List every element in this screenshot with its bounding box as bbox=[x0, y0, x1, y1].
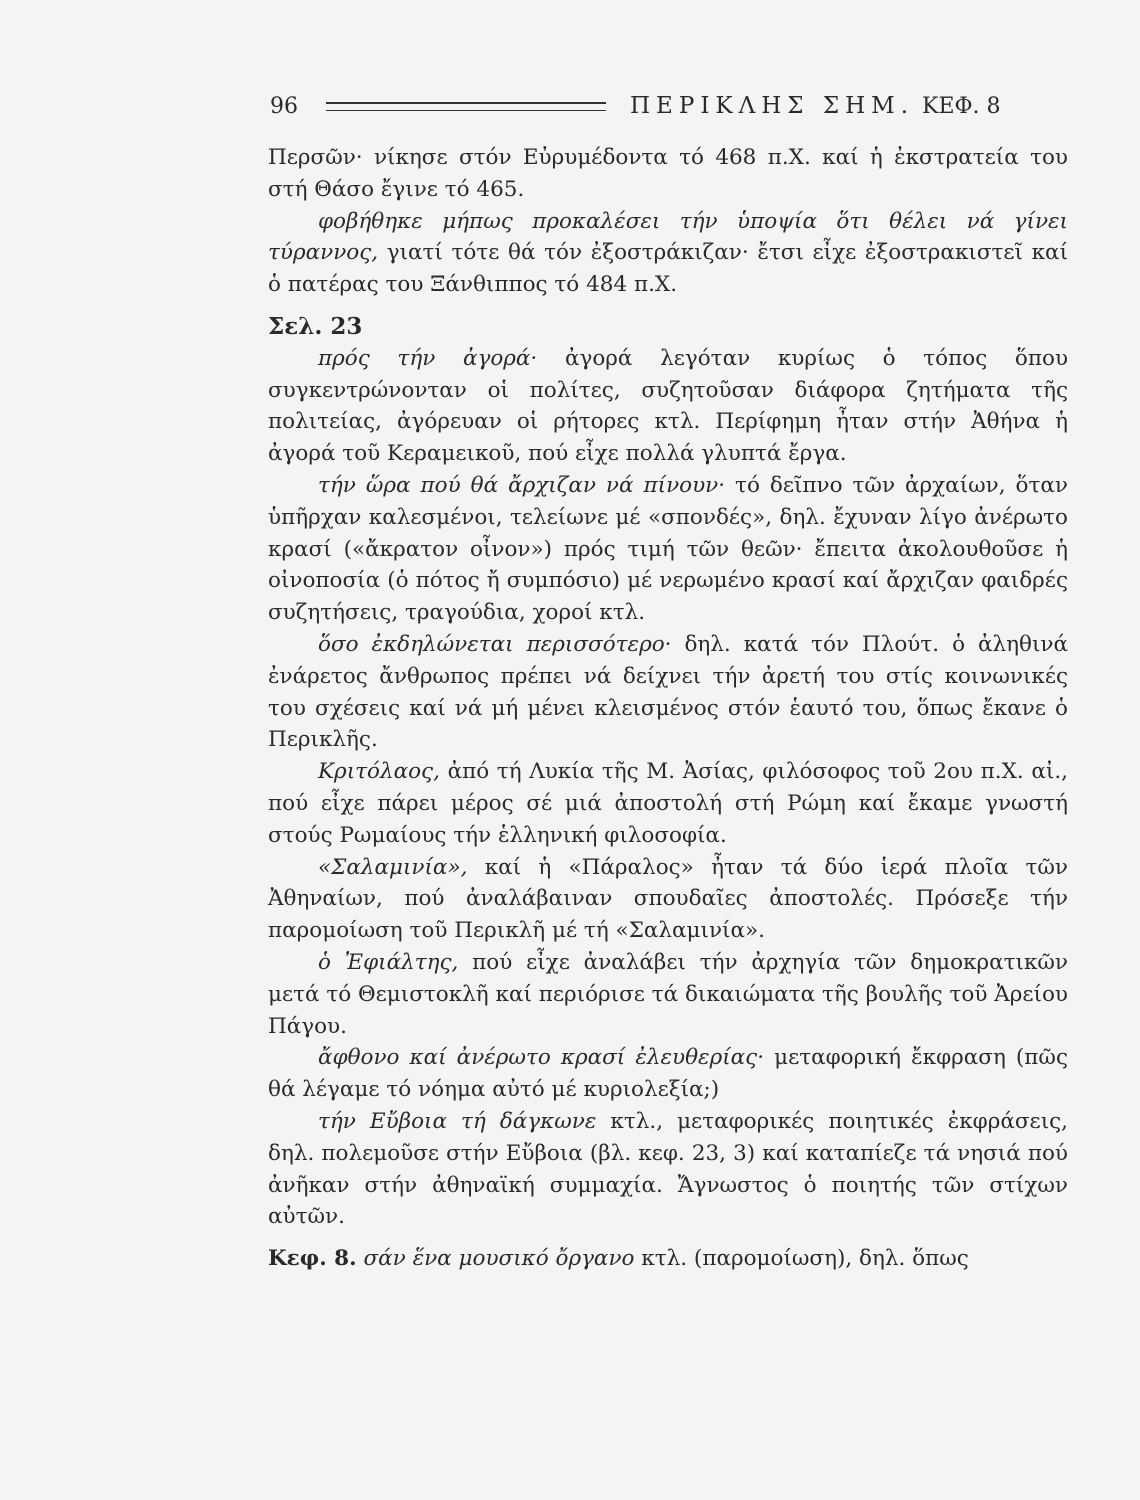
lemma: τήν Εὔβοια τή δάγκωνε bbox=[318, 1108, 597, 1134]
section-heading: Σελ. 23 bbox=[268, 312, 363, 340]
note: ἄφθονο καί ἀνέρωτο κρασί ἐλευθερίας· μεταφορική ἔκφραση (πῶς θά λέγαμε τό νόημα αὐτό μέ κυριολεξία;) bbox=[268, 1045, 1068, 1103]
chapter-label: Κεφ. 8. bbox=[268, 1246, 357, 1272]
note: Κριτόλαος, ἀπό τή Λυκία τῆς Μ. Ἀσίας, φιλόσοφος τοῦ 2ου π.Χ. αἰ., πού εἶχε πάρει μέρος σέ μιά ἀποστολή στή Ρώμη καί ἔκαμε γνωστή στούς Ρωμαίους τήν ἑλληνική φιλοσοφία. bbox=[268, 759, 1068, 848]
note: τήν Εὔβοια τή δάγκωνε κτλ., μεταφορικές ποιητικές ἐκφράσεις, δηλ. πολεμοῦσε στήν Εὔβοια (βλ. κεφ. 23, 3) καί καταπίεζε τά νησιά πού ἀνῆκαν στήν ἀθηναϊκή συμμαχία. Ἄγνωστος ὁ ποιητής τῶν στίχων αὐτῶν. bbox=[268, 1108, 1068, 1230]
lemma: πρός τήν ἀγορά· bbox=[318, 345, 538, 371]
lemma: τήν ὥρα πού θά ἄρχιζαν νά πίνουν· bbox=[318, 472, 726, 498]
header-rule bbox=[326, 102, 606, 111]
paragraph: φοβήθηκε μήπως προκαλέσει τήν ὑποψία ὅτι θέλει νά γίνει τύραννος, γιατί τότε θά τόν ἐξοστράκιζαν· ἔτσι εἶχε ἐξοστρακιστεῖ καί ὁ πατέρας του Ξάνθιππος τό 484 π.Χ. bbox=[268, 208, 1068, 298]
lemma: φοβήθηκε μήπως προκαλέσει τήν ὑποψία ὅτι θέλει νά γίνει τύραννος, bbox=[268, 208, 1068, 266]
page-number: 96 bbox=[270, 93, 298, 119]
lemma: Κριτόλαος, bbox=[318, 759, 440, 785]
note: ὅσο ἐκδηλώνεται περισσότερο· δηλ. κατά τόν Πλούτ. ὁ ἀληθινά ἐνάρετος ἄνθρωπος πρέπει νά δείχνει τήν ἀρετή του στίς κοινωνικές του σχέσεις καί νά μή μένει κλεισμένος στόν ἑαυτό του, ὅπως ἔκανε ὁ Περικλῆς. bbox=[268, 631, 1068, 753]
note: πρός τήν ἀγορά· ἀγορά λεγόταν κυρίως ὁ τόπος ὅπου συγκεντρώνονταν οἱ πολίτες, συζητοῦσαν διάφορα ζητήματα τῆς πολιτείας, ἀγόρευαν οἱ ρήτορες κτλ. Περίφημη ἦταν στήν Ἀθήνα ἡ ἀγορά τοῦ Κεραμεικοῦ, πού εἶχε πολλά γλυπτά ἔργα. bbox=[268, 345, 1069, 467]
running-header bbox=[270, 86, 1080, 126]
note: τήν ὥρα πού θά ἄρχιζαν νά πίνουν· τό δεῖπνο τῶν ἀρχαίων, ὅταν ὑπῆρχαν καλεσμένοι, τελείωνε μέ «σπονδές», δηλ. ἔχυναν λίγο ἀνέρωτο κρασί («ἄκρατον οἶνον») πρός τιμή τῶν θεῶν· ἔπειτα ἀκολουθοῦσε ἡ οἰνοποσία (ὁ πότος ἤ συμπόσιο) μέ νερωμένο κρασί καί ἄρχιζαν φαιδρές συζητήσεις, τραγούδια, χοροί κτλ. bbox=[268, 472, 1068, 626]
lemma: σάν ἕνα μουσικό ὄργανο bbox=[363, 1246, 635, 1272]
lemma: ὁ Ἐφιάλτης, bbox=[318, 949, 459, 975]
note: ὁ Ἐφιάλτης, πού εἶχε ἀναλάβει τήν ἀρχηγία τῶν δημοκρατικῶν μετά τό Θεμιστοκλῆ καί περιόρισε τά δικαιώματα τῆς βουλῆς τοῦ Ἀρείου Πάγου. bbox=[268, 949, 1068, 1039]
lemma: ἄφθονο καί ἀνέρωτο κρασί ἐλευθερίας· bbox=[318, 1045, 765, 1071]
lemma: «Σαλαμινία», bbox=[318, 854, 468, 880]
page-body bbox=[268, 142, 1068, 1275]
chapter-note: Κεφ. 8. σάν ἕνα μουσικό ὄργανο κτλ. (παρομοίωση), δηλ. ὅπως bbox=[268, 1246, 969, 1272]
lemma: ὅσο ἐκδηλώνεται περισσότερο· bbox=[318, 631, 672, 657]
header-title: ΠΕΡΙΚΛΗΣ ΣΗΜ. bbox=[630, 93, 915, 119]
note: «Σαλαμινία», καί ἡ «Πάραλος» ἦταν τά δύο ἱερά πλοῖα τῶν Ἀθηναίων, πού ἀναλάβαιναν σπουδαῖες ἀποστολές. Πρόσεξε τήν παρομοίωση τοῦ Περικλῆ μέ τή «Σαλαμινία». bbox=[268, 854, 1068, 944]
paragraph: Περσῶν· νίκησε στόν Εὐρυμέδοντα τό 468 π.Χ. καί ἡ ἐκστρατεία του στή Θάσο ἔγινε τό 465. bbox=[268, 145, 1068, 202]
header-section: ΚΕΦ. 8 bbox=[922, 93, 1001, 119]
